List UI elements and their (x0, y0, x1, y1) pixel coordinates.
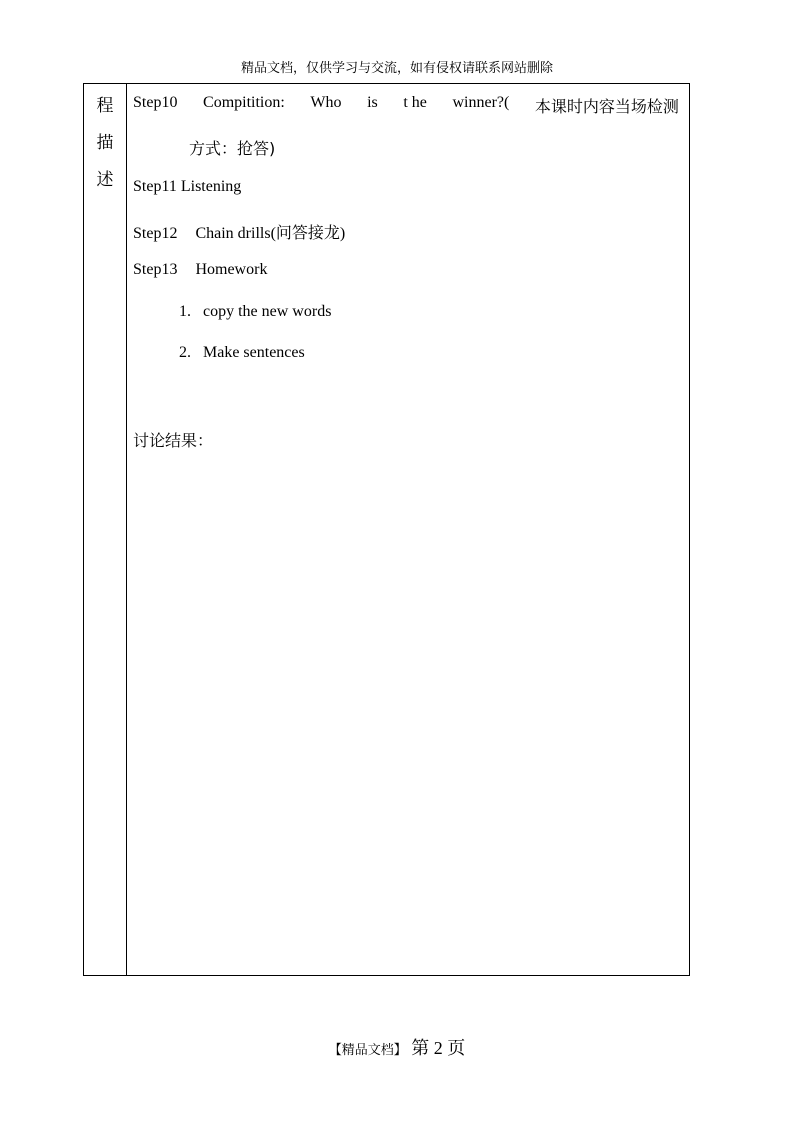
step13-label: Step13 (133, 261, 178, 278)
step10-line (133, 94, 679, 117)
step12-label: Step12 (133, 225, 178, 242)
column-divider (126, 84, 127, 975)
homework-item (179, 344, 305, 362)
step10-continuation: 方式：抢答) (189, 139, 276, 158)
step11-line: Step11 Listening (133, 178, 242, 195)
step10-word: Who (310, 94, 342, 111)
page-header-note: 精品文档，仅供学习与交流，如有侵权请联系网站删除 (240, 61, 553, 76)
step10-word: winner?( (452, 94, 510, 111)
homework-item-number: 1. (179, 303, 191, 320)
lesson-table (83, 83, 690, 976)
step13-line (133, 261, 267, 279)
row-label (84, 88, 126, 199)
page-footer (0, 1034, 794, 1060)
step12-line (133, 220, 345, 243)
homework-item-number: 2. (179, 344, 191, 361)
step10-word: 本课时内容当场检测 (534, 97, 679, 116)
row-label-char: 描 (96, 133, 114, 153)
step10-word: t he (403, 94, 427, 111)
row-label-char: 述 (96, 170, 114, 190)
step10-word: Compitition: (203, 94, 285, 111)
discussion-heading: 讨论结果： (133, 431, 214, 450)
step13-text: Homework (195, 261, 268, 278)
footer-tag: 【精品文档】 (328, 1043, 407, 1058)
page-number: 第 2 页 (411, 1038, 466, 1058)
homework-item-text: Make sentences (203, 344, 305, 361)
homework-item (179, 303, 331, 321)
step10-label: Step10 (133, 94, 178, 111)
row-label-char: 程 (96, 96, 114, 116)
step10-word: is (367, 94, 378, 111)
step12-text: Chain drills(问答接龙) (195, 225, 346, 242)
homework-item-text: copy the new words (203, 303, 332, 320)
